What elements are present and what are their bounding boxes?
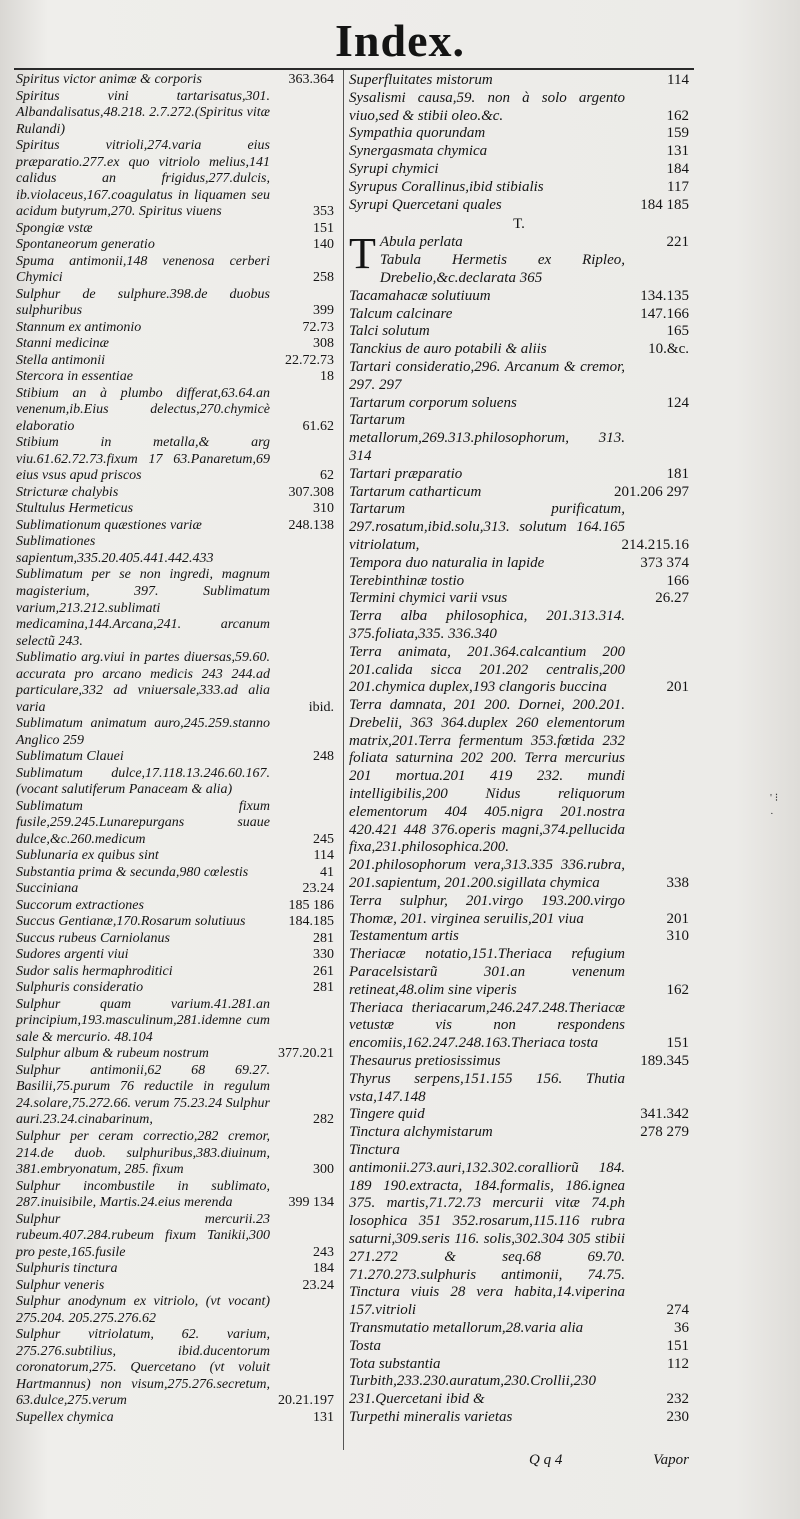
entry-text: Stibium in metalla,& arg viu.61.62.72.73.fixum 17 63.Panaretum,69 eius vsus apud priscos [16,435,270,484]
index-entry [16,898,334,915]
entry-text: Termini chymici varii vsus [349,590,508,607]
entry-text: Tartarum metallorum,269.313.philosophorum, 313. 314 [349,412,625,464]
entry-text: Talcum calcinare [349,305,453,322]
entry-pages: 112 [667,1355,689,1372]
entry-text: Tinctura antimonii.273.auri,132.302.coralliorũ 184. 189 190.extracta, 184.formalis, 186.ignea 375. martis,71.72.73 mercurii vitæ 74.ph losophica 351 352.rosarum,115.116 rubra saturni,309.seris 116. solis,302.304 305 stibii 271.272 & seq.68 69.70. 71.270.273.sulphuris antimonii, 74.75. Tinctura viuis 28 vera habita,14.viperina 157.vitrioli [349,1142,625,1319]
index-entry [349,1373,689,1409]
index-entry [16,518,334,535]
entry-text: Stella antimonii [16,352,106,368]
right-s-entries [349,72,689,214]
entry-pages: 184.185 [288,914,334,930]
entry-text: Transmutatio metallorum,28.varia alia [349,1319,584,1336]
entry-text: Syrupi Quercetani quales [349,196,502,213]
index-entry [16,287,334,320]
index-entry [16,848,334,865]
page-title: Index. [335,15,465,66]
entry-pages: 114 [313,848,334,864]
entry-text: Thyrus serpens,151.155 156. Thutia vsta,147.148 [349,1070,625,1105]
index-entry [16,435,334,485]
entry-pages: 41 [320,864,334,880]
entry-text: Sudores argenti viui [16,947,129,963]
entry-pages: 261 [313,963,334,979]
entry-text: Theriaca theriacarum,246.247.248.Theriacæ vetustæ vis non respondens encomiis,162.247.248.163.Theriaca tosta [349,999,625,1052]
entry-text: Succus rubeus Carniolanus [16,930,170,946]
entry-pages: 134.135 [640,287,689,304]
index-entry [349,288,689,306]
index-entry [349,893,689,929]
entry-pages: 281 [313,980,334,996]
index-entry [349,1053,689,1071]
entry-text: Sublimatum per se non ingredi, magnum magisterium, 397. Sublimatum varium,213.212.sublimati medicamina,144.Arcana,241. arcanum selectũ 243. [16,567,270,649]
entry-text: Sulphur vitriolatum, 62. varium, 275.276.subtilius, ibid.ducentorum coronatorum,275. Quercetano (vt voluit Hartmannus) non visum,275.276.secretum, 63.dulce,275.verum [16,1327,270,1409]
entry-pages: 341.342 [640,1106,689,1123]
entry-pages: 140 [313,237,334,253]
entry-pages: 151 [313,220,334,236]
entry-text: Tartari præparatio [349,465,463,482]
index-entry [349,1000,689,1053]
entry-text: Turpethi mineralis varietas [349,1408,513,1425]
entry-pages: ibid. [308,699,334,715]
entry-text: Tabula Hermetis ex Ripleo, Drebelio,&c.declarata 365 [379,252,625,286]
entry-text: Stultulus Hermeticus [16,501,134,517]
index-entry [16,89,334,139]
entry-pages: 151 [666,1337,689,1354]
entry-text: Sulphuris tinctura [16,1261,118,1277]
entry-text: Tosta [349,1337,381,1354]
drop-capital: T [349,229,376,279]
index-entry [349,359,689,395]
entry-text: Sulphur album & rubeum nostrum [16,1046,209,1062]
entry-pages: 278 279 [640,1124,689,1141]
entry-text: Terebinthinæ tostio [349,572,465,589]
index-entry [349,143,689,161]
entry-pages: 221 [666,234,689,251]
entry-pages: 373 374 [640,554,689,571]
entry-text: Stricturæ chalybis [16,484,119,500]
column-divider [343,70,344,1450]
entry-pages: 184 185 [640,196,689,213]
entry-pages: 72.73 [302,319,334,335]
index-entry [16,386,334,436]
entry-text: Tartarum purificatum, 297.rosatum,ibid.solu,313. solutum 164.165 vitriolatum, [349,501,625,553]
right-column [349,72,689,1427]
letter-heading: T. [513,216,525,233]
entry-pages: 363.364 [288,72,334,87]
index-entry [349,306,689,324]
index-entry [349,1356,689,1374]
index-entry [349,501,689,554]
index-entry [349,412,689,465]
entry-pages: 189.345 [640,1053,689,1070]
index-entry [16,1046,334,1063]
entry-pages: 185 186 [288,897,334,913]
index-entry [349,1409,689,1427]
entry-text: Tinctura alchymistarum [349,1124,493,1141]
entry-text: Syrupus Corallinus,ibid stibialis [349,178,544,195]
index-entry [349,644,689,697]
entry-pages: 36 [674,1319,689,1336]
entry-text: Spiritus victor animæ & corporis [16,72,202,87]
entry-text: Succus Gentianæ,170.Rosarum solutiuus [16,914,246,930]
index-entry [16,1261,334,1278]
index-entry [349,341,689,359]
index-entry [16,980,334,997]
entry-text: Sublimatum animatum auro,245.259.stanno Anglico 259 [16,716,270,748]
entry-text: Synergasmata chymica [349,143,488,160]
index-entry [16,369,334,386]
entry-text: Spontaneorum generatio [16,237,155,253]
index-entry [349,697,689,893]
signature-mark: Q q 4 [529,1452,563,1468]
entry-pages: 248.138 [288,517,334,533]
entry-pages: 245 [313,831,334,847]
index-entry [16,1212,334,1262]
left-column [16,72,334,1426]
entry-text: Tartari consideratio,296. Arcanum & cremor, 297. 297 [349,358,625,393]
index-entry [349,1142,689,1320]
index-entry [349,555,689,573]
index-entry [349,946,689,999]
entry-pages: 281 [313,930,334,946]
index-entry [349,1338,689,1356]
index-entry [16,650,334,716]
index-entry [16,72,334,89]
entry-text: Tingere quid [349,1106,425,1123]
entry-text: Sulphur quam varium.41.281.an principium,193.masculinum,281.idemne cum sale & mercurio. 48.104 [16,996,270,1045]
entry-text: Terra sulphur, 201.virgo 193.200.virgo Thomæ, 201. virginea seruilis,201 viua [349,892,625,927]
entry-text: Substantia prima & secunda,980 cœlestis [16,864,249,880]
entry-pages: 338 [666,875,689,892]
right-t-entries [349,288,689,1427]
entry-text: Stanni medicinæ [16,336,109,352]
index-entry [349,1124,689,1142]
entry-pages: 201 [666,910,689,927]
entry-pages: 10.&c. [648,341,689,358]
index-entry [349,1071,689,1107]
index-entry [16,320,334,337]
entry-pages: 131 [666,143,689,160]
entry-pages: 201 [666,679,689,696]
entry-text: Sulphuris consideratio [16,980,144,996]
entry-pages: 20.21.197 [278,1393,334,1409]
entry-text: Spiritus vini tartarisatus,301. Albandalisatus,48.218. 2.7.272.(Spiritus vitæ Rulandi) [16,88,270,137]
entry-text: Stibium an à plumbo differat,63.64.an venenum,ib.Eius delectus,270.chymicè elaboratio [16,385,270,434]
index-entry [349,466,689,484]
entry-pages: 117 [667,178,689,195]
entry-pages: 230 [666,1408,689,1425]
entry-text: Sympathia quorundam [349,125,486,142]
entry-pages: 353 [313,204,334,220]
entry-pages: 23.24 [302,1277,334,1293]
entry-text: Terra damnata, 201 200. Dornei, 200.201. Drebelii, 363 364.duplex 260 elementorum matrix,201.Terra fermentum 353.fœtida 232 foliata saturnina 202 200. Terra mercurius 201 mortua.201 419 232. mundi intelligibilis,200 Nidus reliquorum elementorum 404 405.nigra 201.nostra 420.421 448 376.operis magni,374.pellucida fixa,231.philosophica.200. 201.philosophorum vera,313.335 336.rubra, 201.sapientum, 201.200.sigillata chymica [349,697,625,892]
index-entry [16,353,334,370]
index-entry [16,534,334,567]
entry-pages: 184 [313,1261,334,1277]
entry-text: Sysalismi causa,59. non à solo argento viuo,sed & stibii oleo.&c. [349,89,625,124]
entry-pages: 248 [313,749,334,765]
index-entry [16,766,334,799]
entry-text: Stannum ex antimonio [16,319,142,335]
entry-pages: 159 [666,125,689,142]
entry-pages: 308 [313,336,334,352]
index-entry [349,179,689,197]
index-entry [16,485,334,502]
entry-pages: 23.24 [302,881,334,897]
entry-pages: 181 [666,465,689,482]
entry-pages: 214.215.16 [621,536,689,553]
index-entry [16,237,334,254]
entry-pages: 114 [667,72,689,88]
index-entry [16,1179,334,1212]
entry-text: Succiniana [16,881,79,897]
entry-pages: 399 [313,303,334,319]
index-entry [16,716,334,749]
entry-pages: 377.20.21 [278,1046,334,1062]
entry-pages: 399 134 [288,1195,334,1211]
entry-text: Terra animata, 201.364.calcantium 200 201.calida sicca 201.202 centralis,200 201.chymica duplex,193 clangoris buccina [349,643,625,696]
entry-pages: 61.62 [302,418,334,434]
entry-pages: 22.72.73 [285,352,334,368]
index-entry [16,914,334,931]
entry-pages: 62 [320,468,334,484]
entry-text: Spiritus vitrioli,274.varia eius præparatio.277.ex quo vitriolo melius,141 calidus an frigidus,277.dulcis, ib.violaceus,167.coagulatus in liquamen seu acidum butyrum,270. Spiritus viuens [16,138,270,220]
entry-text: Tacamahacæ solutiuum [349,287,491,304]
index-entry [16,567,334,650]
entry-text: Sulphur per ceram correctio,282 cremor, 214.de duob. sulphuribus,383.diuinum, 381.embryonatum, 285. fixum [16,1129,270,1178]
entry-pages: 26.27 [655,590,689,607]
entry-text: Abula perlata [379,234,463,251]
entry-text: Sulphur veneris [16,1277,105,1293]
margin-marks: ' ⁝ · [770,792,779,820]
index-entry [349,161,689,179]
entry-text: Sulphur mercurii.23 rubeum.407.284.rubeum fixum Tanikii,300 pro peste,165.fusile [16,1211,270,1260]
index-entry [16,1129,334,1179]
entry-pages: 201.206 297 [614,483,689,500]
entry-pages: 147.166 [640,305,689,322]
index-entry [349,608,689,644]
entry-text: Sulphur anodynum ex vitriolo, (vt vocant) 275.204. 205.275.276.62 [16,1294,270,1326]
index-entry [349,1320,689,1338]
index-entry [349,72,689,90]
entry-text: Thesaurus pretiosissimus [349,1053,501,1070]
index-entry [349,90,689,126]
entry-text: Theriacæ notatio,151.Theriaca refugium Paracelsistarũ 301.an venenum retineat,48.olim sine viperis [349,946,625,998]
entry-text: Sulphur incombustile in sublimato, 287.inuisibile, Martis.24.eius merenda [16,1178,270,1211]
entry-pages: 282 [313,1112,334,1128]
entry-pages: 307.308 [288,484,334,500]
index-entry [16,1063,334,1129]
index-entry [16,254,334,287]
entry-pages: 310 [666,928,689,945]
entry-pages: 162 [666,107,689,124]
index-entry [349,590,689,608]
index-entry [16,138,334,221]
index-entry [349,928,689,946]
entry-text: Spongiæ vstæ [16,220,93,236]
index-entry [16,799,334,849]
entry-pages: 330 [313,947,334,963]
index-entry [16,997,334,1047]
entry-pages: 300 [313,1162,334,1178]
entry-pages: 18 [320,369,334,385]
title-rule [14,68,694,70]
entry-text: Tota substantia [349,1355,441,1372]
entry-text: Sublimatum Clauei [16,749,124,765]
index-entry [349,197,689,215]
entry-text: Terra alba philosophica, 201.313.314. 375.foliata,335. 336.340 [349,608,625,642]
entry-pages: 131 [313,1409,334,1425]
entry-pages: 232 [666,1391,689,1408]
index-entry [16,221,334,238]
entry-text: Sublunaria ex quibus sint [16,848,159,864]
entry-pages: 310 [313,501,334,517]
entry-text: Stercora in essentiae [16,369,133,385]
index-entry [16,1327,334,1410]
entry-text: Sudor salis hermaphroditici [16,963,173,979]
index-entry [16,964,334,981]
entry-text: Sulphur de sulphure.398.de duobus sulphuribus [16,286,270,319]
entry-text: Superfluitates mistorum [349,72,493,88]
entry-text: Turbith,233.230.auratum,230.Crollii,230 231.Quercetani ibid & [349,1373,596,1408]
entry-pages: 162 [666,981,689,998]
index-entry [16,931,334,948]
entry-text: Sublimatum dulce,17.118.13.246.60.167. (vocant salutiferum Panaceam & alia) [16,765,270,798]
entry-pages: 165 [666,323,689,340]
index-entry [16,749,334,766]
entry-text: Testamentum artis [349,928,459,945]
entry-pages: 274 [666,1302,689,1319]
index-entry [16,336,334,353]
index-entry [349,125,689,143]
index-entry [16,881,334,898]
entry-text: Sublimatum fixum fusile,259.245.Lunarepurgans suaue dulce,&c.260.medicum [16,798,270,847]
entry-pages: 184 [666,160,689,177]
entry-text: Sublimationes sapientum,335.20.405.441.442.433 [16,534,214,566]
index-entry [349,573,689,591]
entry-text: Succorum extractiones [16,897,144,913]
index-entry [349,395,689,413]
entry-text: Supellex chymica [16,1409,114,1425]
entry-text: Talci solutum [349,323,430,340]
entry-text: Sublimationum quæstiones variæ [16,517,202,533]
index-entry [16,501,334,518]
index-entry [349,484,689,502]
entry-pages: 151 [666,1035,689,1052]
entry-pages: 243 [313,1244,334,1260]
entry-text: Spuma antimonii,148 venenosa cerberi Chymici [16,253,270,286]
index-entry [16,865,334,882]
entry-text: Tartarum catharticum [349,483,482,500]
entry-pages: 166 [666,572,689,589]
index-entry [16,1294,334,1327]
entry-text: Tartarum corporum soluens [349,394,517,411]
entry-text: Tanckius de auro potabili & aliis [349,341,547,358]
catchword: Vapor [653,1452,689,1468]
index-entry [349,1106,689,1124]
entry-text: Syrupi chymici [349,160,439,177]
entry-text: Sublimatio arg.viui in partes diuersas,59.60. accurata pro arcano medicis 243 244.ad particulare,332 ad vniuersale,333.ad alia varia [16,650,270,715]
index-entry [16,1278,334,1295]
index-entry-second-t [349,252,689,288]
index-entry [16,1410,334,1427]
index-entry [16,947,334,964]
entry-pages: 124 [666,394,689,411]
index-entry [349,323,689,341]
entry-text: Tempora duo naturalia in lapide [349,554,545,571]
entry-pages: 258 [313,270,334,286]
entry-text: Sulphur antimonii,62 68 69.27. Basilii,75.purum 76 reductile in regulum 24.solare,75.272.66. verum 75.23.24 Sulphur auri.23.24.cinabarinum, [16,1062,270,1128]
